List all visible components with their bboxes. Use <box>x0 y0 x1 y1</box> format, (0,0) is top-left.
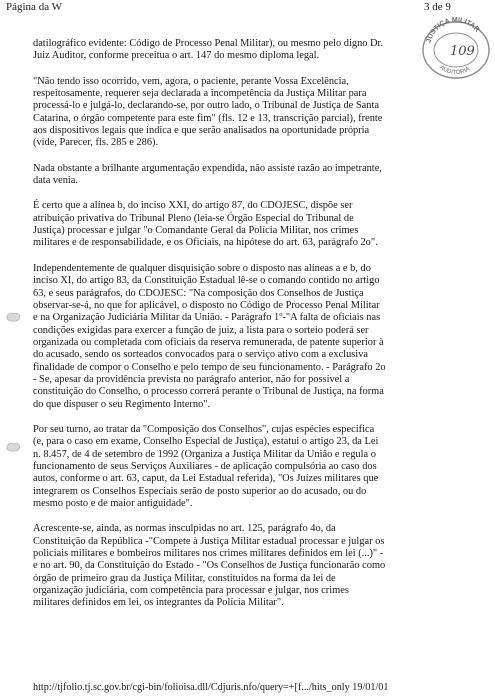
paragraph <box>33 200 463 249</box>
text-line: condições exigidas para exercer a função de juiz, a lista para o sorteio poderá ser <box>33 324 369 336</box>
text-line: observar-se-á, no que for aplicável, o disposto no Código de Processo Penal Militar <box>33 299 380 311</box>
text-line: organizada ou completada com oficiais da reserva remunerada, de patente superior à <box>33 336 384 348</box>
punch-hole-mark <box>4 440 22 454</box>
text-line: atribuição privativa do Tribunal Pleno (leia-se Órgão Especial do Tribunal de <box>33 212 354 224</box>
text-line: Acrescente-se, ainda, as normas insculpidas no art. 125, parágrafo 4o, da <box>33 523 336 535</box>
text-line: "Não tendo isso ocorrido, vem, agora, o paciente, perante Vossa Excelência, <box>33 75 349 87</box>
text-line: do acusado, sendo os sorteados convocados para o serviço ativo com a exclusiva <box>33 349 368 361</box>
text-line: finalidade de compor o Conselho e pelo tempo de seu funcionamento. - Parágrafo 2o <box>33 361 386 373</box>
text-line: processá-lo e julgá-lo, declarando-se, por outro lado, o Tribunal de Justiça de Santa <box>33 100 379 112</box>
text-line: do que dispuser o seu Regimento Interno". <box>33 398 211 410</box>
text-line: policiais militares e bombeiros militares nos crimes militares definidos em lei (...)" - <box>33 548 384 560</box>
stamp-text-top: JUSTIÇA MILITAR <box>425 16 481 44</box>
text-line: - Se, apesar da providência prevista no parágrafo anterior, não for possível a <box>33 373 350 385</box>
paragraph <box>33 263 463 411</box>
paragraph <box>33 523 463 609</box>
text-line: Justiça) processar e julgar "o Comandante Geral da Polícia Militar, nos crimes <box>33 225 359 237</box>
text-line: integrarem os Conselhos Especiais serão de posto superior ao do acusado, ou do <box>33 485 367 497</box>
text-line: data venia. <box>33 175 79 187</box>
page-counter: 3 de 9 <box>424 1 451 13</box>
text-line: respeitosamente, requerer seja declarada a incompetência da Justiça Militar para <box>33 88 367 100</box>
text-line: 63, e seus parágrafos, do CDOJESC: "Na composição dos Conselhos de Justiça <box>33 287 364 299</box>
paragraph <box>33 424 463 510</box>
text-line: Nada obstante a brilhante argumentação expendida, não assiste razão ao impetrante, <box>33 162 382 174</box>
text-line: constituição do Conselho, o processo correrá perante o Tribunal de Justiça, na forma <box>33 386 384 398</box>
text-line: e na Organização Judiciária Militar da União. - Parágrafo 1º-"A falta de oficiais nas <box>33 312 381 324</box>
stamp-number: 109 <box>450 44 475 59</box>
text-line: Juiz Auditor, conforme preceitua o art. 147 do mesmo diploma legal. <box>33 50 320 62</box>
text-line: inciso XI, do artigo 83, da Constituição Estadual lê-se o comando contido no artigo <box>33 275 380 287</box>
text-line: organização judiciária, com competência para processar e julgar, nos crimes <box>33 585 349 597</box>
text-line: n. 8.457, de 4 de setembro de 1992 (Organiza a Justiça Militar da União e regula o <box>33 448 376 460</box>
document-body <box>33 38 463 610</box>
text-line: Constituição da República -"Compete à Justiça Militar estadual processar e julgar os <box>33 535 385 547</box>
text-line: datilográfico evidente: Código de Processo Penal Militar), ou mesmo pelo digno Dr. <box>33 38 384 49</box>
paragraph <box>33 38 463 63</box>
text-line: autos, conforme o art. 63, caput, da Lei Estadual referida), "Os Juízes militares que <box>33 473 379 485</box>
browser-header-title: Página da W <box>6 1 63 13</box>
text-line: militares e de responsabilidade, e os Oficiais, na hipótese do art. 63, parágrafo 2o". <box>33 237 378 249</box>
stamp-text-bottom: AUDITORIA <box>438 64 471 77</box>
text-line: e no art. 90, da Constituição do Estado - "Os Conselhos de Justiça funcionarão como <box>33 560 386 572</box>
paragraph <box>33 76 463 150</box>
text-line: funcionamento de seus Serviços Auxiliares - de aplicação compulsória ao caso dos <box>33 460 377 472</box>
text-line: (vide, Parecer, fls. 285 e 286). <box>33 137 159 149</box>
text-line: aos dispositivos legais que indica e que serão analisados na oportunidade própria <box>33 125 370 137</box>
text-line: órgão de primeiro grau da Justiça Militar, constituídos na forma da lei de <box>33 572 336 584</box>
text-line: É certo que a alínea b, do inciso XXI, do artigo 87, do CDOJESC, dispõe ser <box>33 200 353 212</box>
paragraph <box>33 163 463 188</box>
text-line: Catarina, o órgão competente para este fim" (fls. 12 e 13, transcrição parcial), frente <box>33 112 383 124</box>
text-line: militares definidos em lei, os integrantes da Polícia Militar". <box>33 597 284 609</box>
punch-hole-mark <box>4 310 22 324</box>
text-line: Independentemente de qualquer disquisição sobre o disposto nas alíneas a e b, do <box>33 262 371 274</box>
text-line: Por seu turno, ao tratar da "Composição dos Conselhos", cujas espécies especifica <box>33 423 375 435</box>
text-line: mesmo posto e de maior antiguidade". <box>33 498 193 509</box>
text-line: (e, para o caso em exame, Conselho Especial de Justiça), estatui o artigo 23, da Lei <box>33 436 379 448</box>
page-url-footer: http://tjfolio.tj.sc.gov.br/cgi-bin/folioisa.dll/Cdjuris.nfo/query=+[f.../hits_only 19/01/01 <box>33 682 389 693</box>
